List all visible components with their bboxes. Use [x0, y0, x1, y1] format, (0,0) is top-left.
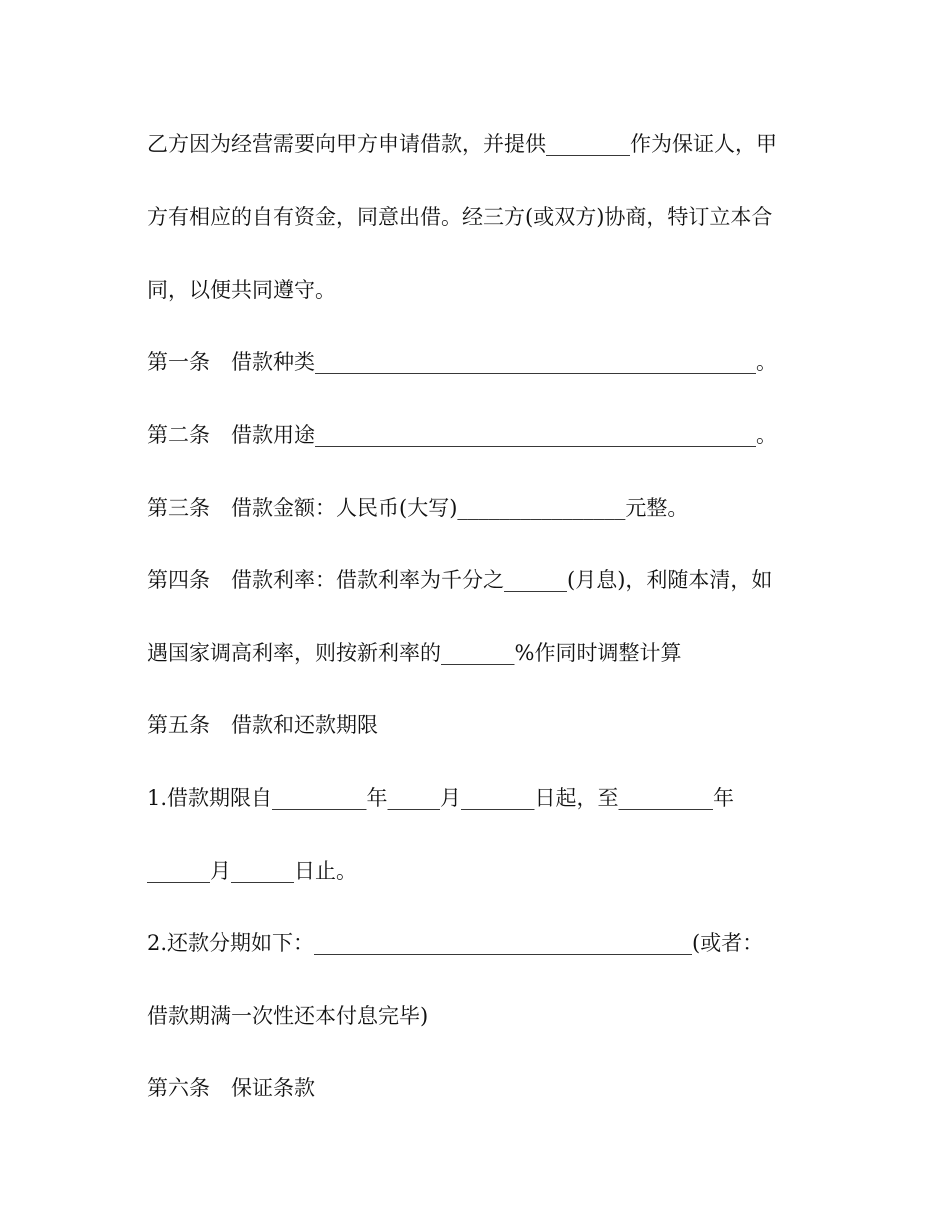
text-line: 方有相应的自有资金，同意出借。经三方(或双方)协商，特订立本合 — [147, 205, 773, 229]
text-line: ______月______日止。 — [147, 859, 357, 883]
article-heading: 第三条 借款金额：人民币(大写)________________元整。 — [147, 496, 689, 520]
article-heading: 第一条 借款种类__________________________________________。 — [147, 350, 777, 374]
article-heading: 第四条 借款利率：借款利率为千分之______(月息)，利随本清，如 — [147, 568, 773, 592]
text-line: 乙方因为经营需要向甲方申请借款，并提供________作为保证人，甲 — [147, 132, 777, 156]
text-line: 同，以便共同遵守。 — [147, 278, 336, 302]
text-line: 借款期满一次性还本付息完毕) — [147, 1004, 429, 1028]
article-heading: 第六条 保证条款 — [147, 1076, 315, 1100]
text-line: 1.借款期限自_________年_____月_______日起，至_________年 — [147, 786, 735, 810]
text-line: 遇国家调高利率，则按新利率的_______%作同时调整计算 — [147, 641, 682, 665]
article-heading: 第二条 借款用途__________________________________________。 — [147, 423, 777, 447]
text-line: 2.还款分期如下：____________________________________(或者： — [147, 931, 764, 955]
article-heading: 第五条 借款和还款期限 — [147, 713, 378, 737]
